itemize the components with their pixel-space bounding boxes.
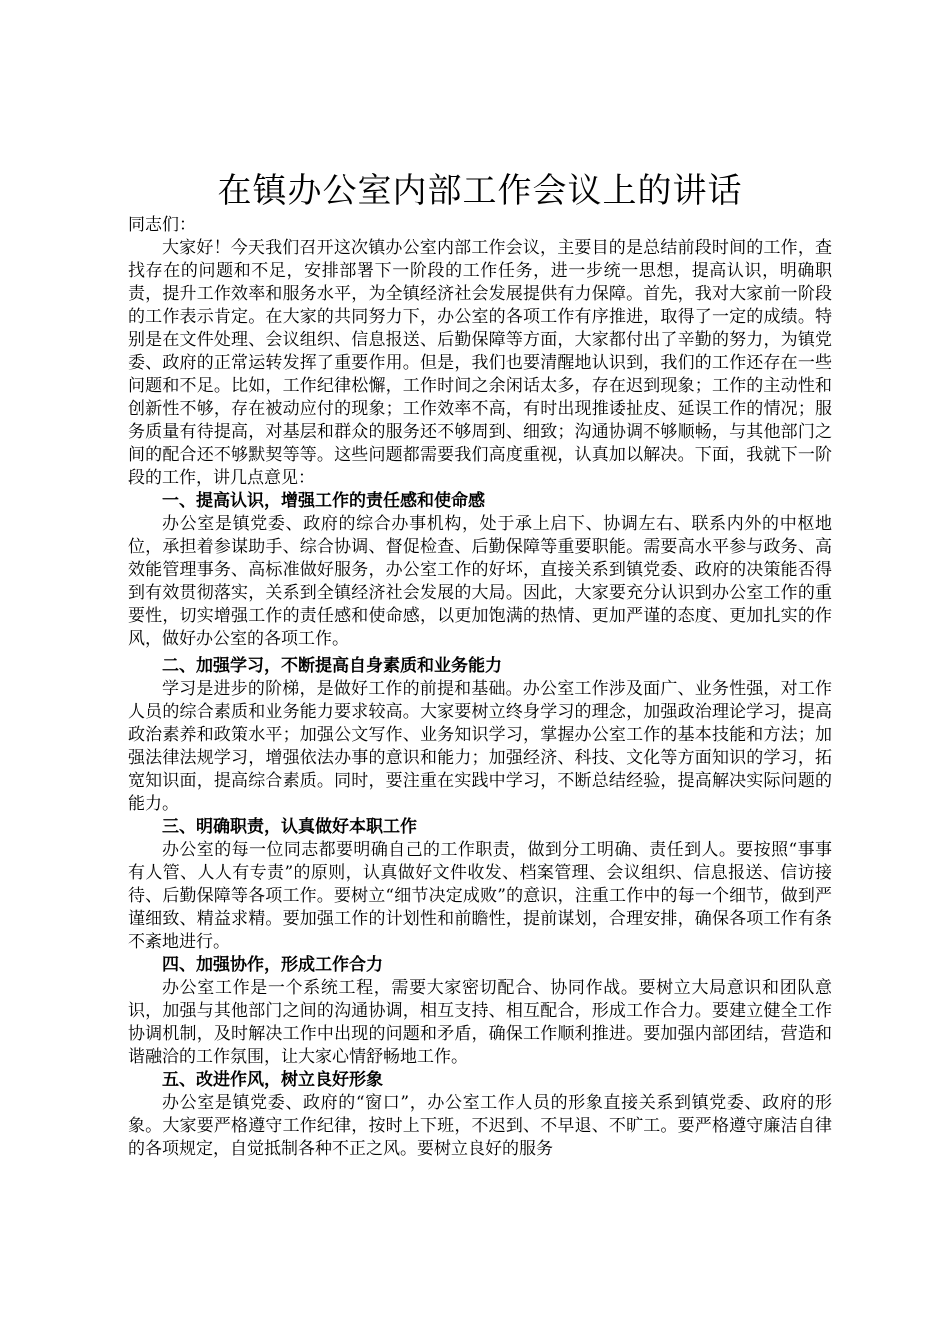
section-heading-5: 五、改进作风，树立良好形象	[162, 1070, 383, 1090]
salutation: 同志们：	[128, 215, 196, 235]
section-heading-3: 三、明确职责，认真做好本职工作	[162, 817, 417, 837]
section-body-1: 办公室是镇党委、政府的综合办事机构，处于承上启下、协调左右、联系内外的中枢地位，承担着参谋助手、综合协调、督促检查、后勤保障等重要职能。需要高水平参与政务、高效能管理事务、高标准做好服务，办公室工作的好坏，直接关系到镇党委、政府的决策能否得到有效贯彻落实，关系到全镇经济社会发展的大局。因此，大家要充分认识到办公室工作的重要性，切实增强工作的责任感和使命感，以更加饱满的热情、更加严谨的态度、更加扎实的作风，做好办公室的各项工作。	[128, 514, 832, 649]
section-body-5: 办公室是镇党委、政府的“窗口”，办公室工作人员的形象直接关系到镇党委、政府的形象。大家要严格遵守工作纪律，按时上下班，不迟到、不早退、不旷工。要严格遵守廉洁自律的各项规定，自觉抵制各种不正之风。要树立良好的服务	[128, 1093, 832, 1159]
section-heading-4: 四、加强协作，形成工作合力	[162, 955, 383, 975]
document-page	[128, 168, 832, 1161]
section-heading-2: 二、加强学习，不断提高自身素质和业务能力	[162, 656, 502, 676]
document-title: 在镇办公室内部工作会议上的讲话	[217, 171, 743, 211]
section-heading-1: 一、提高认识，增强工作的责任感和使命感	[162, 491, 485, 511]
section-body-4: 办公室工作是一个系统工程，需要大家密切配合、协同作战。要树立大局意识和团队意识，加强与其他部门之间的沟通协调，相互支持、相互配合，形成工作合力。要建立健全工作协调机制，及时解决工作中出现的问题和矛盾，确保工作顺利推进。要加强内部团结，营造和谐融洽的工作氛围，让大家心情舒畅地工作。	[128, 978, 832, 1067]
section-body-3: 办公室的每一位同志都要明确自己的工作职责，做到分工明确、责任到人。要按照“事事有人管、人人有专责”的原则，认真做好文件收发、档案管理、会议组织、信息报送、信访接待、后勤保障等各项工作。要树立“细节决定成败”的意识，注重工作中的每一个细节，做到严谨细致、精益求精。要加强工作的计划性和前瞻性，提前谋划，合理安排，确保各项工作有条不紊地进行。	[128, 840, 832, 952]
section-body-2: 学习是进步的阶梯，是做好工作的前提和基础。办公室工作涉及面广、业务性强，对工作人员的综合素质和业务能力要求较高。大家要树立终身学习的理念，加强政治理论学习，提高政治素养和政策水平；加强公文写作、业务知识学习，掌握办公室工作的基本技能和方法；加强法律法规学习，增强依法办事的意识和能力；加强经济、科技、文化等方面知识的学习，拓宽知识面，提高综合素质。同时，要注重在实践中学习，不断总结经验，提高解决实际问题的能力。	[128, 679, 832, 814]
intro-paragraph: 大家好！今天我们召开这次镇办公室内部工作会议，主要目的是总结前段时间的工作，查找存在的问题和不足，安排部署下一阶段的工作任务，进一步统一思想，提高认识，明确职责，提升工作效率和服务水平，为全镇经济社会发展提供有力保障。首先，我对大家前一阶段的工作表示肯定。在大家的共同努力下，办公室的各项工作有序推进，取得了一定的成绩。特别是在文件处理、会议组织、信息报送、后勤保障等方面，大家都付出了辛勤的努力，为镇党委、政府的正常运转发挥了重要作用。但是，我们也要清醒地认识到，我们的工作还存在一些问题和不足。比如，工作纪律松懈，工作时间之余闲话太多，存在迟到现象；工作的主动性和创新性不够，存在被动应付的现象；工作效率不高，有时出现推诿扯皮、延误工作的情况；服务质量有待提高，对基层和群众的服务还不够周到、细致；沟通协调不够顺畅，与其他部门之间的配合还不够默契等等。这些问题都需要我们高度重视，认真加以解决。下面，我就下一阶段的工作，讲几点意见：	[128, 238, 832, 488]
